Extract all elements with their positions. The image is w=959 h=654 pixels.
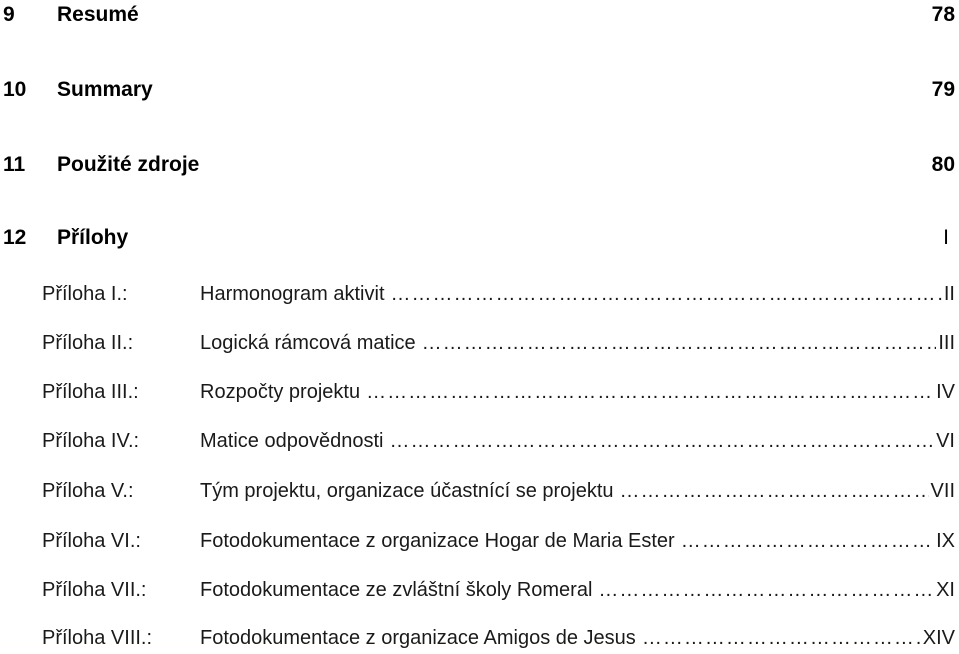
heading-page: 79	[931, 78, 955, 101]
appendix-title[interactable]: Fotodokumentace ze zvláštní školy Romeral	[200, 579, 593, 601]
dot-leader	[391, 279, 942, 309]
heading-title[interactable]: Přílohy	[57, 226, 129, 249]
dot-leader	[620, 476, 929, 506]
appendix-page: IV	[936, 381, 955, 403]
appendix-title[interactable]: Tým projektu, organizace účastnící se projektu	[200, 480, 614, 502]
appendix-title[interactable]: Logická rámcová matice	[200, 332, 416, 354]
toc-appendix-entry[interactable]	[0, 279, 959, 309]
appendix-title[interactable]: Fotodokumentace z organizace Amigos de Jesus	[200, 627, 636, 649]
toc-appendix-entry[interactable]	[0, 476, 959, 506]
dot-leader	[598, 575, 934, 605]
appendix-label: Příloha I.:	[42, 283, 128, 305]
appendix-label: Příloha IV.:	[42, 430, 140, 452]
toc-appendix-entry[interactable]	[0, 575, 959, 605]
appendix-label: Příloha II.:	[42, 332, 134, 354]
appendix-label: Příloha V.:	[42, 480, 134, 502]
dot-leader	[642, 623, 921, 653]
appendix-page: IX	[936, 530, 955, 552]
heading-number: 12	[3, 226, 27, 249]
appendix-label: Příloha III.:	[42, 381, 139, 403]
appendix-title[interactable]: Harmonogram aktivit	[200, 283, 385, 305]
toc-heading-summary[interactable]	[0, 75, 955, 105]
appendix-label: Příloha VIII.:	[42, 627, 153, 649]
dot-leader	[389, 426, 934, 456]
appendix-page: XI	[936, 579, 955, 601]
heading-number: 9	[3, 3, 15, 26]
toc-appendix-entry[interactable]	[0, 623, 959, 653]
toc-appendix-entry[interactable]	[0, 328, 959, 358]
dot-leader	[366, 377, 934, 407]
appendix-page: VII	[930, 480, 955, 502]
toc-appendix-entry[interactable]	[0, 426, 959, 456]
appendix-title[interactable]: Matice odpovědnosti	[200, 430, 384, 452]
heading-page: 80	[931, 153, 955, 176]
appendix-page: III	[938, 332, 955, 354]
toc-heading-resume[interactable]	[0, 0, 955, 30]
heading-title[interactable]: Summary	[57, 78, 153, 101]
heading-page: I	[943, 226, 949, 249]
dot-leader	[422, 328, 937, 358]
appendix-page: VI	[936, 430, 955, 452]
toc-heading-appendices[interactable]	[0, 223, 955, 253]
heading-number: 11	[3, 153, 26, 176]
heading-title[interactable]: Resumé	[57, 3, 139, 26]
appendix-title[interactable]: Rozpočty projektu	[200, 381, 361, 403]
appendix-page: II	[943, 283, 955, 305]
heading-number: 10	[3, 78, 27, 101]
appendix-title[interactable]: Fotodokumentace z organizace Hogar de Maria Ester	[200, 530, 675, 552]
dot-leader	[681, 526, 934, 556]
heading-title[interactable]: Použité zdroje	[57, 153, 200, 176]
heading-page: 78	[931, 3, 955, 26]
appendix-label: Příloha VI.:	[42, 530, 141, 552]
toc-heading-sources[interactable]	[0, 150, 955, 180]
appendix-label: Příloha VII.:	[42, 579, 147, 601]
toc-appendix-entry[interactable]	[0, 526, 959, 556]
toc-appendix-entry[interactable]	[0, 377, 959, 407]
appendix-page: XIV	[922, 627, 955, 649]
